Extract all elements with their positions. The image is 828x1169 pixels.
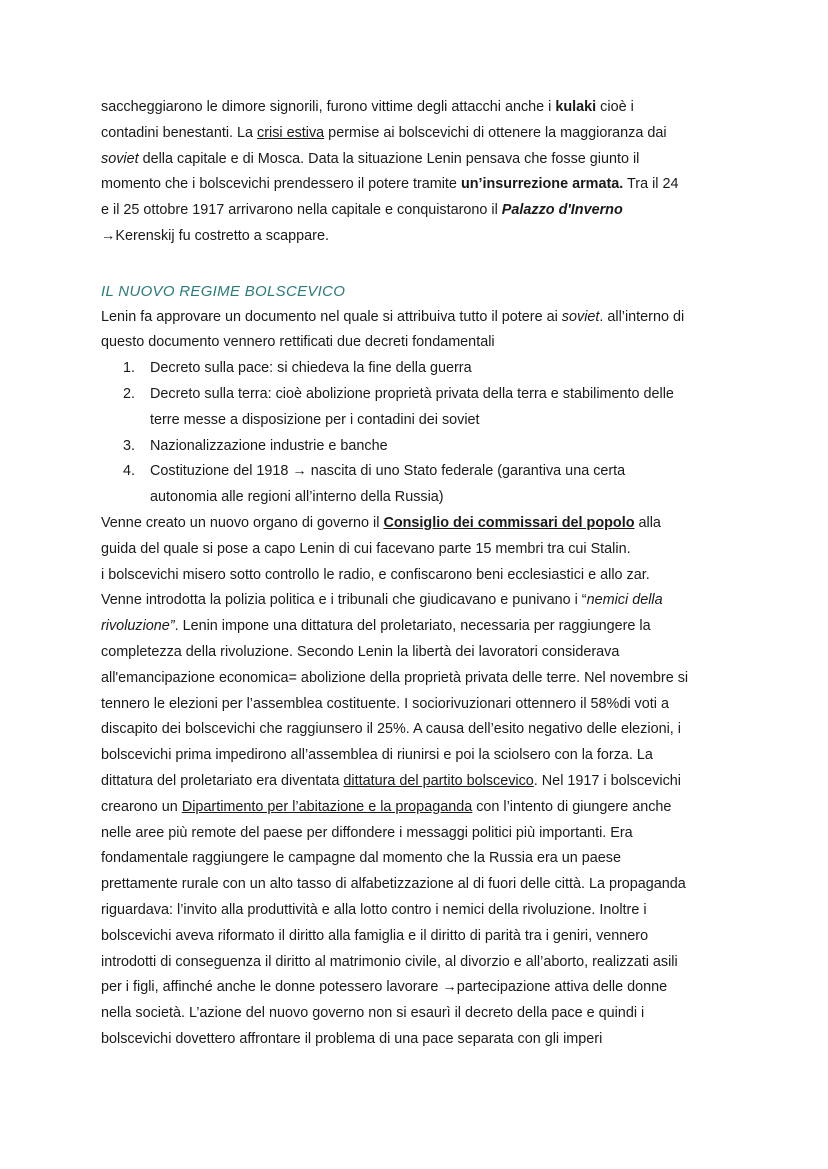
- text-run: riguardava: l’invito alla produttività e alla lotto contro i nemici della rivoluzione. Inoltre i: [101, 901, 647, 918]
- text-emphasis: un’insurrezione armata.: [460, 176, 624, 193]
- list-item-line: Decreto sulla pace: si chiedeva la fine della guerra: [150, 360, 472, 377]
- text-run: . Lenin impone una dittatura del proletariato, necessaria per raggiungere la: [174, 618, 651, 635]
- text-emphasis: soviet: [101, 150, 139, 167]
- text-line: [101, 795, 741, 821]
- text-run: Tra il 24: [623, 176, 679, 193]
- text-run: nelle aree più remote del paese per diffondere i messaggi politici più importanti. Era: [101, 824, 633, 841]
- text-emphasis: Palazzo d'Inverno: [501, 202, 623, 219]
- text-emphasis: crisi estiva: [257, 124, 325, 141]
- text-run: momento che i bolscevichi prendessero il potere tramite: [101, 176, 461, 193]
- section-heading: IL NUOVO REGIME BOLSCEVICO: [101, 282, 346, 300]
- text-run: della capitale e di Mosca. Data la situazione Lenin pensava che fosse giunto il: [138, 150, 640, 167]
- text-line: [101, 330, 741, 356]
- text-line: [101, 537, 741, 563]
- text-run: con l’intento di giungere anche: [472, 798, 672, 815]
- text-line: [101, 666, 741, 692]
- text-run: bolscevichi prima impedirono all’assemblea di riunirsi e poi la sciolsero con la forza. La: [101, 747, 653, 764]
- text-run: fondamentale raggiungere le campagne dal momento che la Russia era un paese: [101, 850, 621, 867]
- text-run: alla: [634, 514, 661, 531]
- list-item-line: terre messe a disposizione per i contadini dei soviet: [150, 411, 480, 428]
- text-run: contadini benestanti. La: [101, 124, 258, 141]
- text-line: [101, 898, 741, 924]
- text-run: tennero le elezioni per l’assemblea costituente. I sociorivuzionari ottennero il 58%di voti a: [101, 695, 669, 712]
- text-run: questo documento vennero rettificati due decreti fondamentali: [101, 334, 495, 351]
- text-line: [101, 172, 741, 198]
- text-line: [101, 821, 741, 847]
- text-emphasis: kulaki: [555, 99, 597, 115]
- text-line: [101, 846, 741, 872]
- paragraph: [101, 305, 741, 357]
- text-run: →Kerenskij fu costretto a scappare.: [101, 227, 329, 244]
- text-run: nella società. L’azione del nuovo governo non si esaurì il decreto della pace e quindi i: [101, 1005, 645, 1022]
- text-line: [101, 1001, 741, 1027]
- paragraph: [101, 511, 741, 1053]
- text-line: [101, 588, 741, 614]
- text-run: bolscevichi aveva riformato il diritto alla famiglia e il diritto di parità tra i geniri, vennero: [101, 927, 649, 944]
- list-number: 4.: [123, 463, 136, 480]
- list-number: 1.: [123, 360, 136, 377]
- text-run: Venne creato un nuovo organo di governo il: [101, 514, 384, 531]
- document-page: [101, 95, 741, 1053]
- text-line: [101, 563, 741, 589]
- list-item: [101, 382, 741, 434]
- text-line: [101, 198, 741, 224]
- text-run: Venne introdotta la polizia politica e i tribunali che giudicavano e punivano i “: [101, 592, 587, 609]
- text-line: [101, 692, 741, 718]
- text-line: [101, 743, 741, 769]
- text-run: saccheggiarono le dimore signorili, furono vittime degli attacchi anche i: [101, 99, 556, 115]
- text-run: e il 25 ottobre 1917 arrivarono nella capitale e conquistarono il: [101, 202, 502, 219]
- text-emphasis: rivoluzione”: [101, 618, 175, 635]
- text-line: [101, 872, 741, 898]
- text-line: [101, 717, 741, 743]
- text-emphasis: dittatura del partito bolscevico: [343, 772, 534, 789]
- list-number: 2.: [123, 385, 136, 402]
- text-emphasis: Consiglio dei commissari del popolo: [383, 514, 635, 531]
- text-line: [101, 640, 741, 666]
- list-number: 3.: [123, 437, 136, 454]
- text-line: [101, 769, 741, 795]
- list-item-line: autonomia alle regioni all’interno della Russia): [150, 489, 444, 506]
- list-item: [101, 356, 741, 382]
- numbered-list: [101, 356, 741, 511]
- list-item-line: Costituzione del 1918 → nascita di uno Stato federale (garantiva una certa: [150, 463, 626, 480]
- text-line: [101, 614, 741, 640]
- text-run: prettamente rurale con un alto tasso di alfabetizzazione al di fuori delle città. La propaganda: [101, 876, 686, 893]
- text-line: [101, 924, 741, 950]
- text-line: [101, 950, 741, 976]
- text-line: [101, 511, 741, 537]
- list-item: [101, 459, 741, 511]
- text-line: [101, 975, 741, 1001]
- text-run: bolscevichi dovettero affrontare il problema di una pace separata con gli imperi: [101, 1030, 603, 1047]
- list-item-line: Decreto sulla terra: cioè abolizione proprietà privata della terra e stabilimento delle: [150, 385, 674, 402]
- text-run: . Nel 1917 i bolscevichi: [533, 772, 681, 789]
- text-line: [101, 95, 741, 121]
- text-emphasis: soviet: [561, 308, 600, 325]
- text-run: per i figli, affinché anche le donne potessero lavorare →partecipazione attiva delle donne: [101, 979, 668, 996]
- text-line: [101, 121, 741, 147]
- text-run: . all’interno di: [599, 308, 685, 325]
- text-run: i bolscevichi misero sotto controllo le radio, e confiscarono beni ecclesiastici e allo zar.: [101, 566, 650, 583]
- text-line: [101, 224, 741, 250]
- list-item: [101, 434, 741, 460]
- text-run: discapito dei bolscevichi che raggiunsero il 25%. A causa dell’esito negativo delle elezioni, i: [101, 721, 681, 738]
- text-run: cioè i: [596, 99, 634, 115]
- text-run: dittatura del proletariato era diventata: [101, 772, 344, 789]
- paragraph: [101, 95, 741, 250]
- text-run: Lenin fa approvare un documento nel quale si attribuiva tutto il potere ai: [101, 308, 562, 325]
- text-run: guida del quale si pose a capo Lenin di cui facevano parte 15 membri tra cui Stalin.: [101, 540, 631, 557]
- text-line: [101, 305, 741, 331]
- list-item-line: Nazionalizzazione industrie e banche: [150, 437, 388, 454]
- text-emphasis: nemici della: [586, 592, 663, 609]
- text-line: [101, 147, 741, 173]
- text-line: [101, 1027, 741, 1053]
- text-run: crearono un: [101, 798, 182, 815]
- text-run: introdotti di conseguenza il diritto al matrimonio civile, al divorzio e all’aborto, realizzati asili: [101, 953, 678, 970]
- text-run: permise ai bolscevichi di ottenere la maggioranza dai: [324, 124, 667, 141]
- text-run: all'emancipazione economica= abolizione della proprietà privata delle terre. Nel novembre si: [101, 669, 689, 686]
- text-emphasis: Dipartimento per l’abitazione e la propaganda: [181, 798, 473, 815]
- text-run: completezza della rivoluzione. Secondo Lenin la libertà dei lavoratori considerava: [101, 643, 620, 660]
